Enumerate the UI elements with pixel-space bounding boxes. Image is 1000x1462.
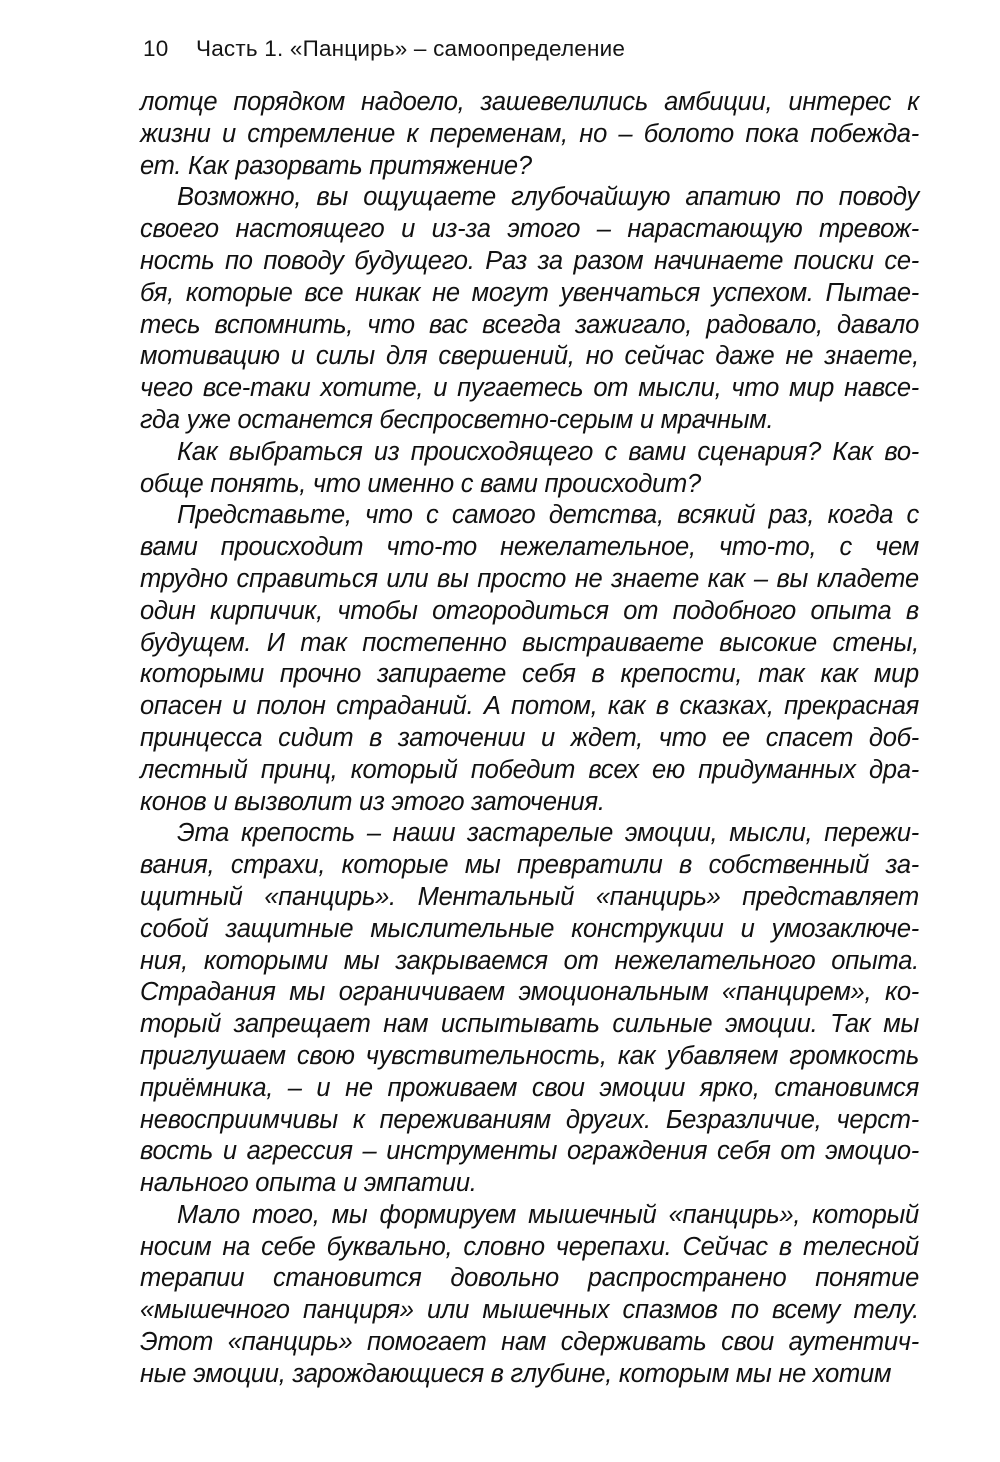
text-line: терапии становится довольно распространено понятие (140, 1264, 919, 1293)
text-line: Как выбраться из происходящего с вами сценария? Как во- (177, 437, 919, 466)
text-line: Мало того, мы формируем мышечный «панцирь», который (177, 1200, 919, 1229)
text-line: торый запрещает нам испытывать сильные эмоции. Так мы (140, 1010, 919, 1039)
text-line: Возможно, вы ощущаете глубочайшую апатию по поводу (177, 183, 919, 212)
text-line: принцесса сидит в заточении и ждет, что ее спасет доб- (140, 723, 919, 752)
text-line: ные эмоции, зарождающиеся в глубине, которым мы не хотим (140, 1359, 892, 1388)
text-line: Этот «панцирь» помогает нам сдерживать свои аутентич- (140, 1328, 919, 1357)
page-body (140, 87, 919, 1391)
text-line: нального опыта и эмпатии. (140, 1169, 477, 1198)
text-line: невосприимчивы к переживаниям других. Безразличие, черст- (140, 1105, 919, 1134)
text-line: собой защитные мыслительные конструкции и умозаключе- (140, 914, 919, 943)
paragraph (140, 182, 919, 436)
text-line: трудно справиться или вы просто не знаете как – вы кладете (140, 564, 919, 593)
text-line: ность по поводу будущего. Раз за разом начинаете поиски се- (140, 246, 919, 275)
text-line: своего настоящего и из-за этого – нарастающую тревож- (140, 215, 919, 244)
text-line: щитный «панцирь». Ментальный «панцирь» представляет (140, 882, 919, 911)
text-line: жизни и стремление к переменам, но – болото пока побежда- (140, 119, 919, 148)
text-line: приглушаем свою чувствительность, как убавляем громкость (140, 1041, 919, 1070)
text-line: Эта крепость – наши застарелые эмоции, мысли, пережи- (177, 819, 919, 848)
text-line: тесь вспомнить, что вас всегда зажигало, радовало, давало (140, 310, 919, 339)
text-line: лотце порядком надоело, зашевелились амбиции, интерес к (140, 88, 919, 116)
text-line: ет. Как разорвать притяжение? (140, 151, 532, 180)
text-line: мотивацию и силы для свершений, но сейчас даже не знаете, (140, 342, 919, 371)
text-line: бя, которые все никак не могут увенчаться успехом. Пытае- (140, 278, 919, 307)
paragraph (140, 500, 919, 818)
paragraph (140, 818, 919, 1200)
text-line: обще понять, что именно с вами происходит? (140, 469, 701, 498)
text-line: один кирпичик, чтобы отгородиться от подобного опыта в (140, 596, 919, 625)
text-line: будущем. И так постепенно выстраиваете высокие стены, (140, 628, 919, 657)
text-line: вость и агрессия – инструменты ограждения себя от эмоцио- (140, 1137, 919, 1166)
text-line: Представьте, что с самого детства, всякий раз, когда с (177, 501, 919, 530)
text-line: ния, которыми мы закрываемся от нежелательного опыта. (140, 946, 919, 975)
text-line: гда уже останется беспросветно-серым и мрачным. (140, 405, 774, 434)
paragraph (140, 1200, 919, 1391)
text-line: лестный принц, который победит всех ею придуманных дра- (140, 755, 919, 784)
text-line: носим на себе буквально, словно черепахи. Сейчас в телесной (140, 1232, 919, 1261)
paragraph (140, 437, 919, 501)
text-line: «мышечного панциря» или мышечных спазмов по всему телу. (140, 1296, 919, 1325)
text-line: вания, страхи, которые мы превратили в собственный за- (140, 851, 919, 880)
text-line: Страдания мы ограничиваем эмоциональным «панцирем», ко- (140, 978, 919, 1007)
chapter-title: Часть 1. «Панцирь» – самоопределение (196, 36, 626, 61)
text-line: вами происходит что-то нежелательное, что-то, с чем (140, 533, 919, 562)
text-line: опасен и полон страданий. А потом, как в сказках, прекрасная (140, 692, 919, 721)
text-line: конов и вызволит из этого заточения. (140, 787, 605, 816)
running-header (143, 36, 918, 62)
text-line: которыми прочно запираете себя в крепости, так как мир (140, 660, 919, 689)
page-number: 10 (143, 36, 169, 61)
text-line: чего все-таки хотите, и пугаетесь от мысли, что мир навсе- (140, 374, 919, 403)
paragraph (140, 87, 919, 182)
text-line: приёмника, – и не проживаем свои эмоции ярко, становимся (140, 1073, 919, 1102)
